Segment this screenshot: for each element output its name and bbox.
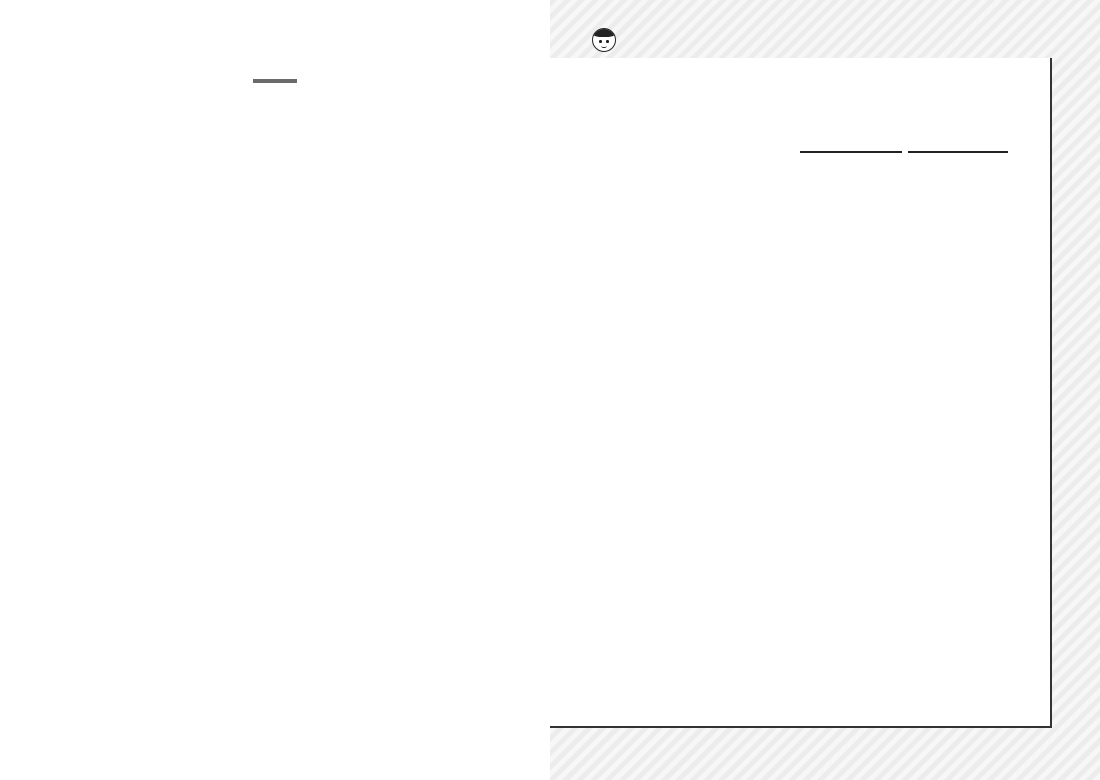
face-icon — [592, 28, 616, 52]
done-column-header — [908, 147, 1008, 153]
page-title — [0, 68, 550, 87]
right-page — [550, 0, 1100, 780]
intro-heading — [253, 71, 297, 83]
toc-panel — [550, 58, 1052, 728]
toc-header — [592, 22, 626, 58]
difficulty-column-header — [800, 147, 902, 153]
